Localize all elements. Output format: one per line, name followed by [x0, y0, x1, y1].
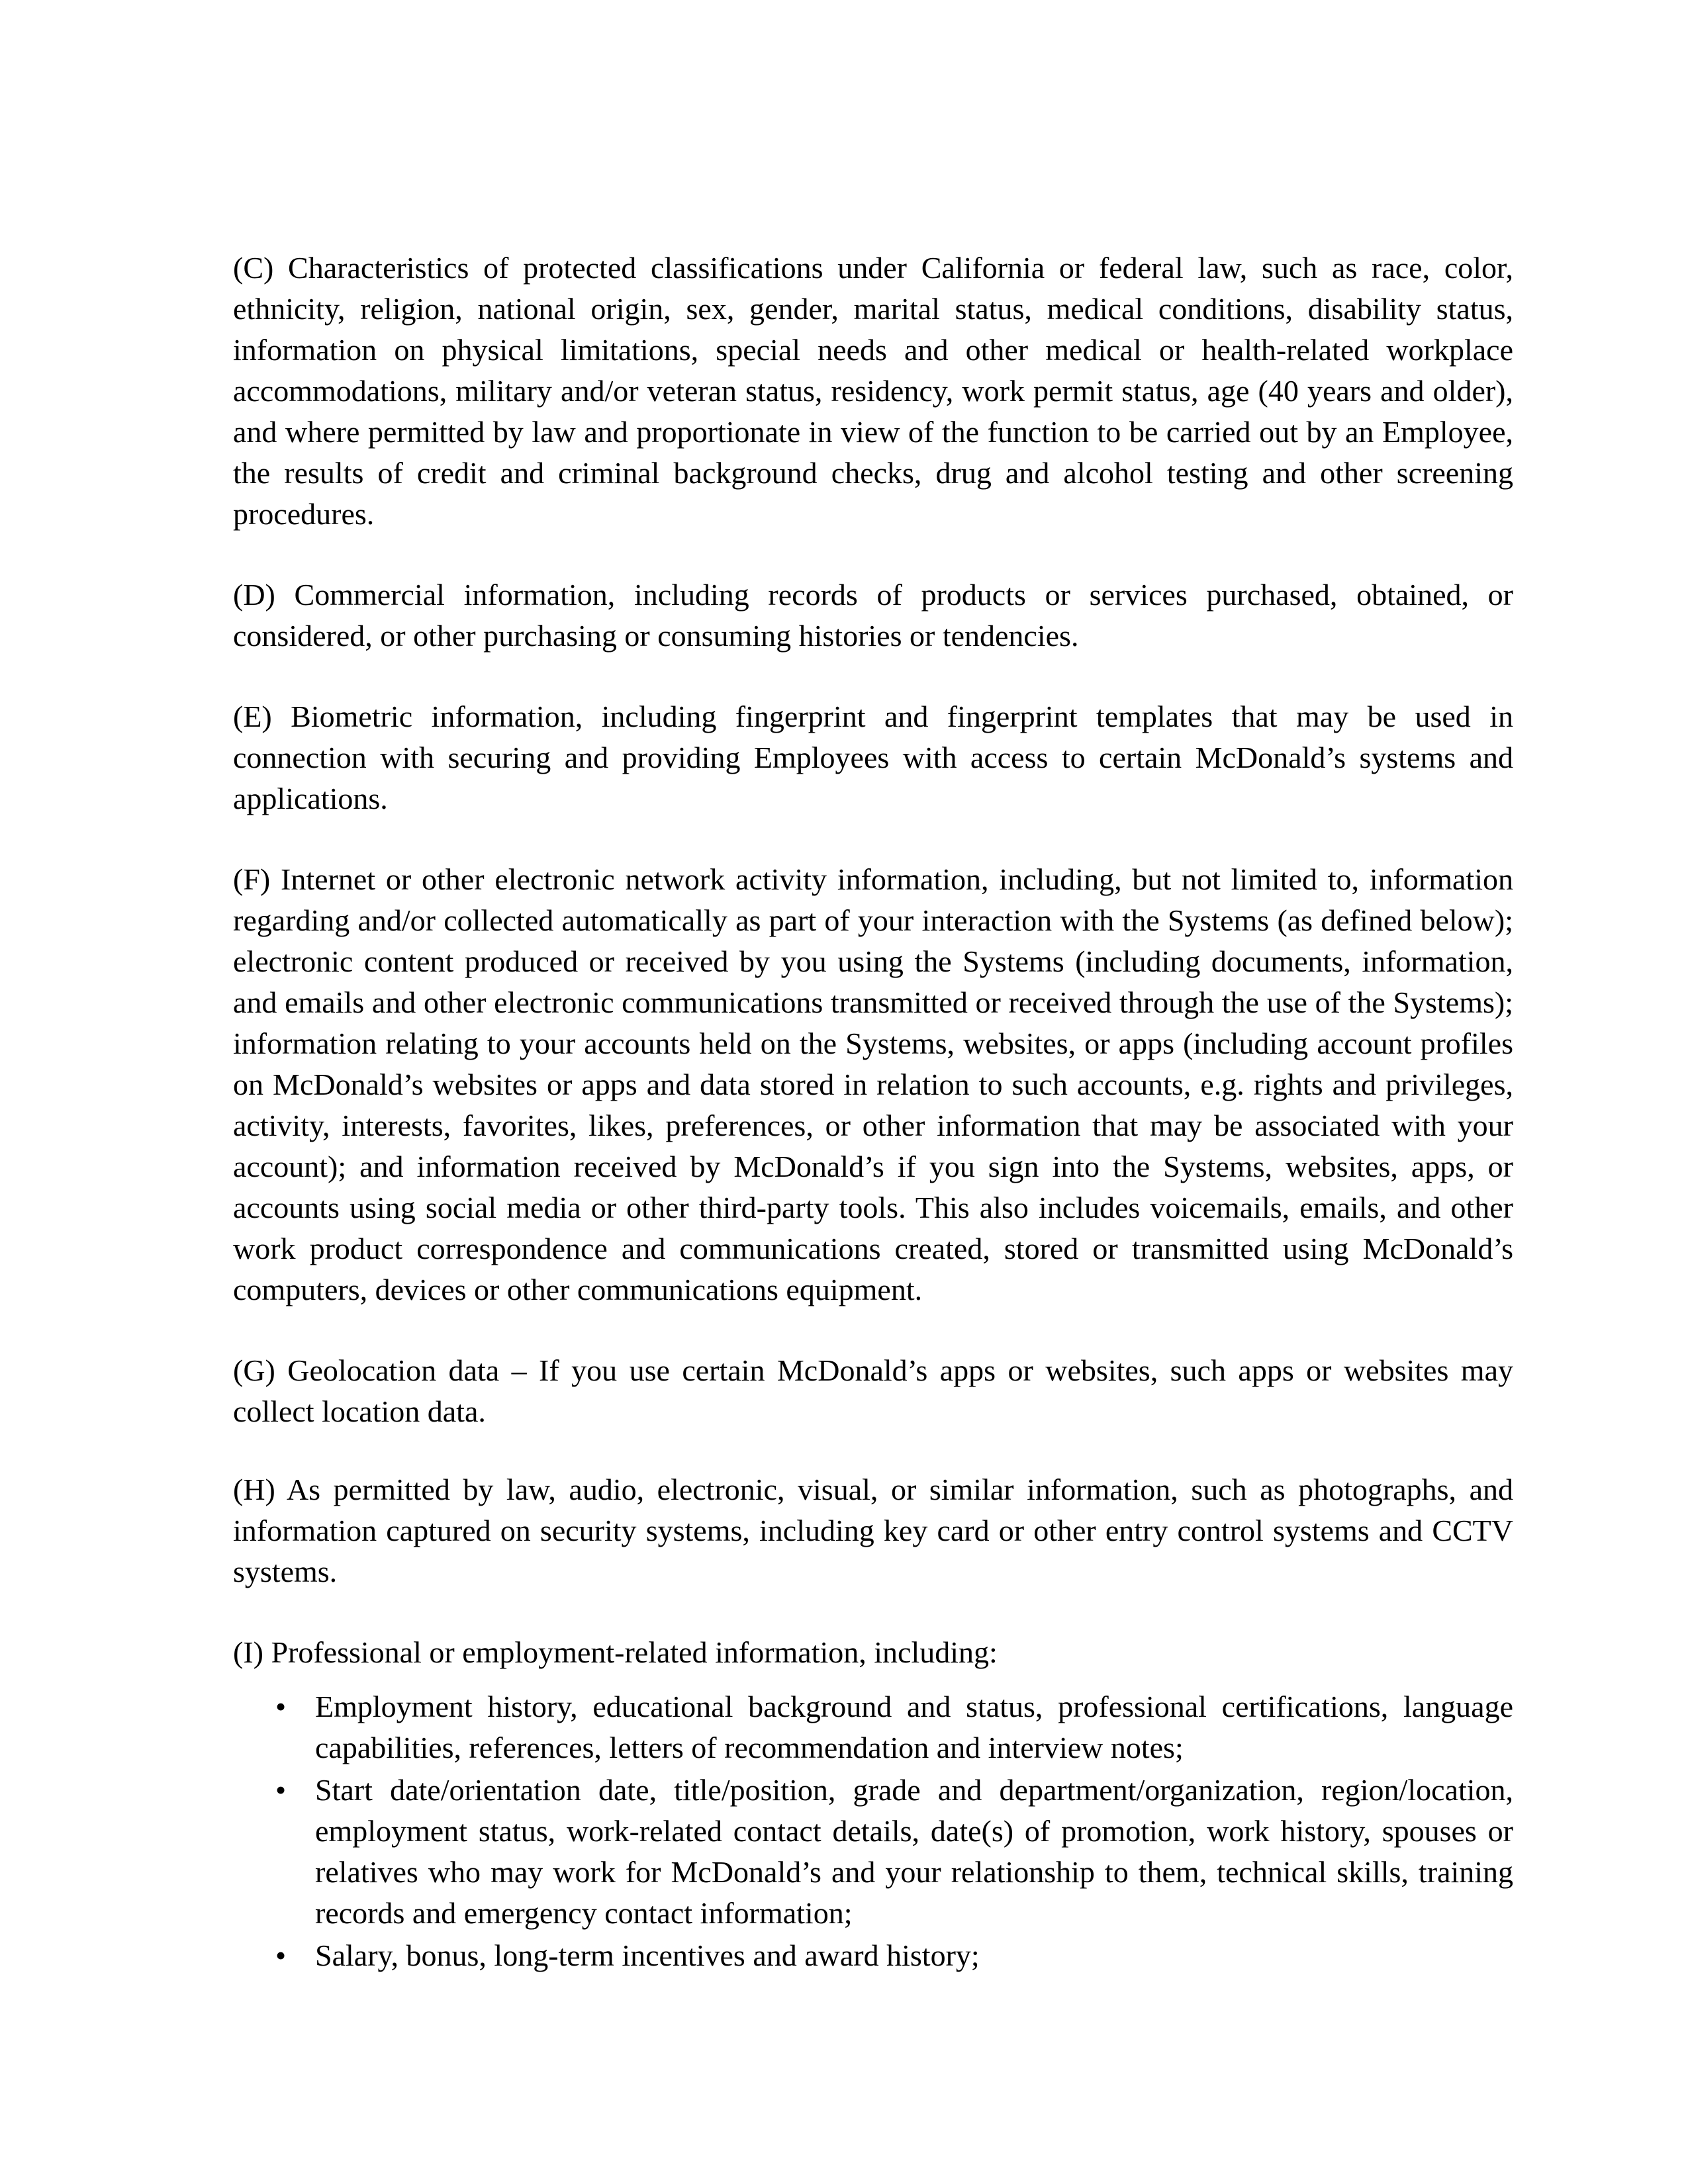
- paragraph-i: (I) Professional or employment-related information, including:: [233, 1635, 998, 1669]
- bullet-icon: •: [275, 1690, 287, 1723]
- list-item-text: Salary, bonus, long-term incentives and award history;: [315, 1938, 980, 1972]
- list-item: [233, 1770, 1513, 1934]
- paragraph-f: (F) Internet or other electronic network activity information, including, but not limited to, information regarding and/or collected automatically as part of your interaction with the Systems (as defined below); electronic content produced or received by you using the Systems (including documents, information, and emails and other electronic communications transmitted or received through the use of the Systems); information relating to your accounts held on the Systems, websites, or apps (including account profiles on McDonald’s websites or apps and data stored in relation to such accounts, e.g. rights and privileges, activity, interests, favorites, likes, preferences, or other information that may be associated with your account); and information received by McDonald’s if you sign into the Systems, websites, apps, or accounts using social media or other third-party tools. This also includes voicemails, emails, and other work product correspondence and communications created, stored or transmitted using McDonald’s computers, devices or other communications equipment.: [233, 862, 1513, 1306]
- bullet-icon: •: [275, 1938, 287, 1972]
- list-item-text: Employment history, educational background and status, professional certifications, language capabilities, references, letters of recommendation and interview notes;: [315, 1690, 1513, 1764]
- paragraph-e: (E) Biometric information, including fingerprint and fingerprint templates that may be used in connection with securing and providing Employees with access to certain McDonald’s systems and applications.: [233, 700, 1513, 815]
- document-body: [233, 248, 1513, 1978]
- paragraph-d: (D) Commercial information, including records of products or services purchased, obtained, or considered, or other purchasing or consuming histories or tendencies.: [233, 578, 1513, 653]
- bullet-list: [233, 1686, 1513, 1976]
- paragraph-h: (H) As permitted by law, audio, electronic, visual, or similar information, such as photographs, and information captured on security systems, including key card or other entry control systems and CCTV systems.: [233, 1473, 1513, 1588]
- bullet-icon: •: [275, 1773, 287, 1807]
- list-item: [233, 1686, 1513, 1768]
- paragraph-c: (C) Characteristics of protected classifications under California or federal law, such as race, color, ethnicity, religion, national origin, sex, gender, marital status, medical conditions, disability status, information on physical limitations, special needs and other medical or health-related workplace accommodations, military and/or veteran status, residency, work permit status, age (40 years and older), and where permitted by law and proportionate in view of the function to be carried out by an Employee, the results of credit and criminal background checks, drug and alcohol testing and other screening procedures.: [233, 251, 1513, 531]
- paragraph-g: (G) Geolocation data – If you use certain McDonald’s apps or websites, such apps or websites may collect location data.: [233, 1353, 1513, 1428]
- list-item: [233, 1935, 1513, 1976]
- list-item-text: Start date/orientation date, title/position, grade and department/organization, region/location, employment status, work-related contact details, date(s) of promotion, work history, spouses or relatives who may work for McDonald’s and your relationship to them, technical skills, training records and emergency contact information;: [315, 1773, 1513, 1930]
